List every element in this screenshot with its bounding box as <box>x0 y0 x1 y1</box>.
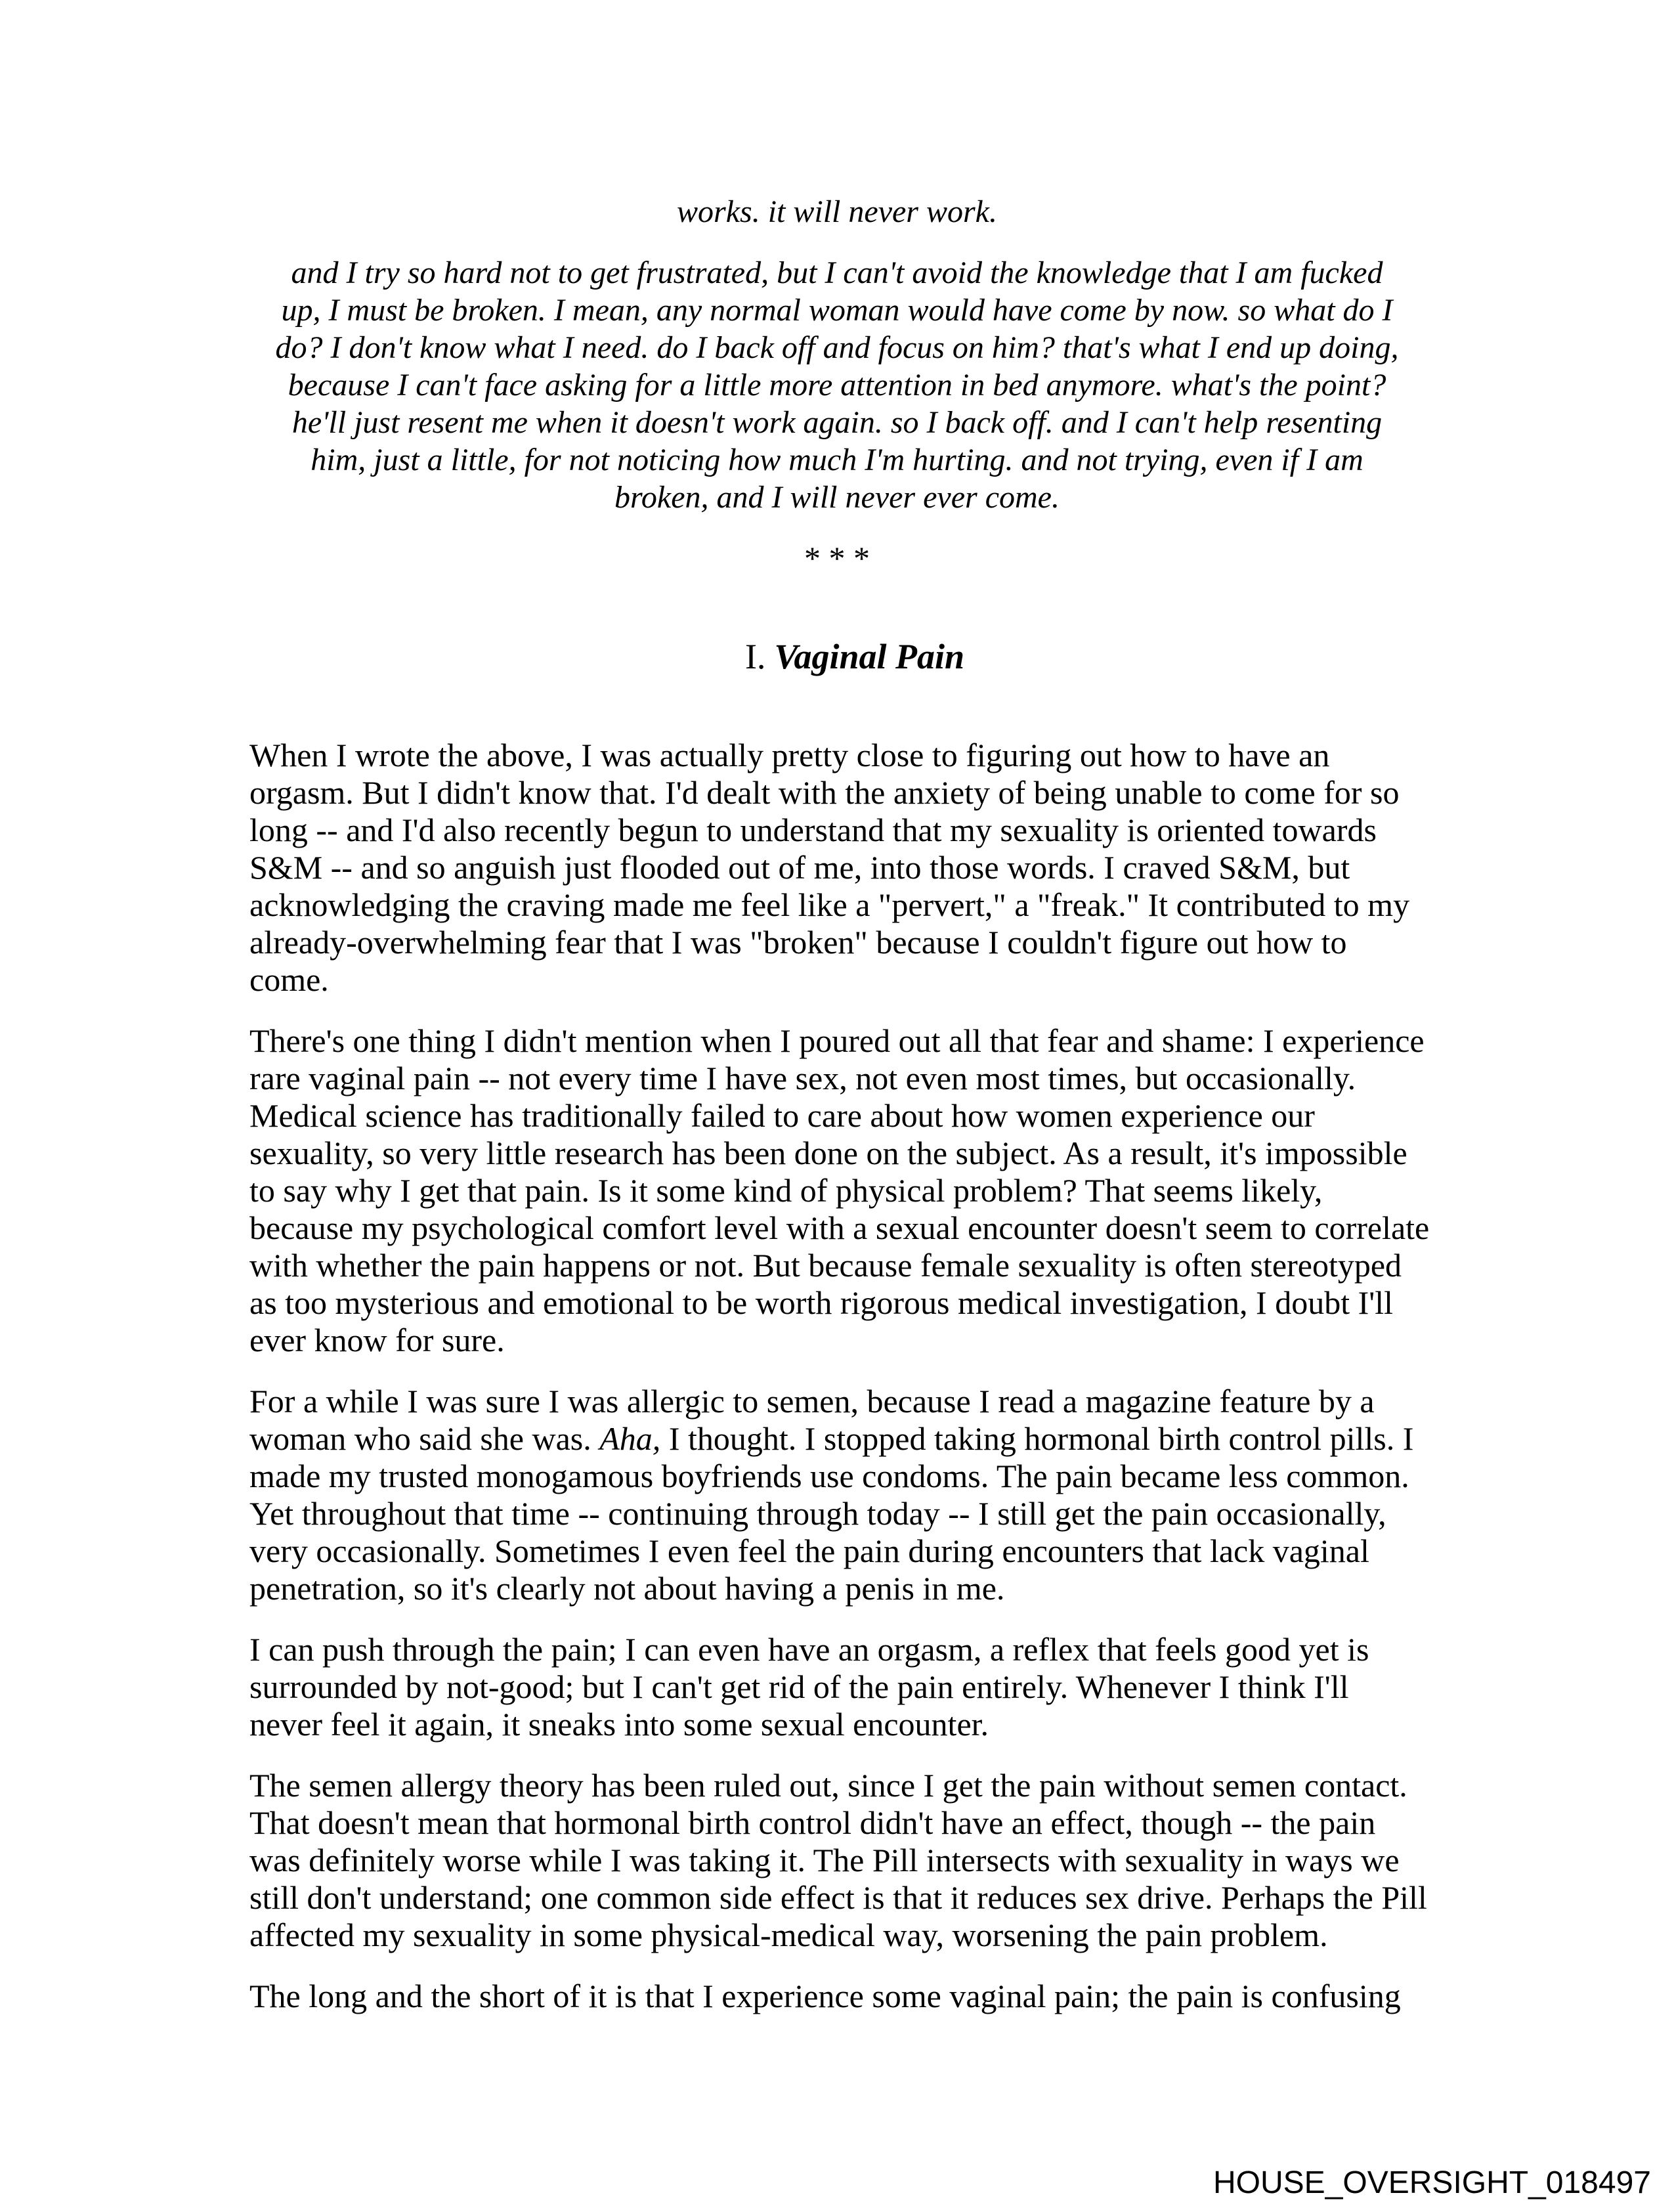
section-heading <box>249 601 1425 713</box>
paragraph <box>249 737 1425 999</box>
text-line <box>249 1917 1425 1954</box>
text-segment: him, just a little, for not noticing how much I'm hurting. and not trying, even if I am <box>311 443 1363 477</box>
text-line <box>249 774 1425 812</box>
text-line <box>249 812 1425 849</box>
body-paragraphs <box>249 737 1430 2015</box>
text-segment: acknowledging the craving made me feel like a "pervert," a "freak." It contributed to my <box>249 886 1410 923</box>
text-segment: sexuality, so very little research has been done on the subject. As a result, it's impossible <box>249 1135 1407 1171</box>
text-segment: because I can't face asking for a little more attention in bed anymore. what's the point? <box>288 368 1386 402</box>
bates-number: HOUSE_OVERSIGHT_018497 <box>1213 2165 1651 2200</box>
text-segment: I can push through the pain; I can even have an orgasm, a reflex that feels good yet is <box>249 1631 1369 1668</box>
text-segment: do? I don't know what I need. do I back off and focus on him? that's what I end up doing, <box>275 330 1399 365</box>
text-segment: That doesn't mean that hormonal birth control didn't have an effect, though -- the pain <box>249 1804 1376 1841</box>
text-line <box>249 292 1425 329</box>
text-line <box>249 1458 1425 1495</box>
text-line <box>249 886 1425 924</box>
text-line <box>249 1804 1425 1842</box>
text-segment: When I wrote the above, I was actually pretty close to figuring out how to have an <box>249 737 1330 773</box>
text-line <box>249 1322 1425 1359</box>
text-line <box>249 441 1425 479</box>
italic-text-segment: Aha, <box>599 1420 661 1457</box>
text-line <box>249 1022 1425 1060</box>
text-segment: Medical science has traditionally failed to care about how women experience our <box>249 1097 1315 1134</box>
text-line <box>249 1532 1425 1570</box>
text-line <box>249 961 1425 999</box>
text-segment: The semen allergy theory has been ruled out, since I get the pain without semen contact. <box>249 1767 1407 1804</box>
text-line <box>249 924 1425 961</box>
text-segment: and I try so hard not to get frustrated, but I can't avoid the knowledge that I am fucked <box>291 255 1383 290</box>
text-segment: made my trusted monogamous boyfriends use condoms. The pain became less common. <box>249 1458 1409 1494</box>
text-segment: S&M -- and so anguish just flooded out of me, into those words. I craved S&M, but <box>249 849 1350 886</box>
paragraph <box>249 1022 1430 1359</box>
text-line <box>249 1060 1425 1097</box>
paragraph <box>249 1383 1425 1607</box>
text-segment: long -- and I'd also recently begun to understand that my sexuality is oriented towards <box>249 812 1377 848</box>
document-page <box>249 193 1430 2039</box>
text-segment: There's one thing I didn't mention when I poured out all that fear and shame: I experience <box>249 1022 1425 1059</box>
text-line <box>249 479 1425 516</box>
text-segment: already-overwhelming fear that I was "broken" because I couldn't figure out how to <box>249 924 1347 961</box>
text-segment: up, I must be broken. I mean, any normal woman would have come by now. so what do I <box>281 293 1393 328</box>
text-segment: come. <box>249 961 329 998</box>
text-line <box>249 1420 1425 1458</box>
text-line <box>249 254 1425 292</box>
text-segment: still don't understand; one common side effect is that it reduces sex drive. Perhaps the Pill <box>249 1879 1427 1916</box>
text-line <box>249 366 1425 404</box>
text-segment: never feel it again, it sneaks into some sexual encounter. <box>249 1706 989 1743</box>
text-segment: he'll just resent me when it doesn't work again. so I back off. and I can't help resenting <box>291 405 1383 440</box>
text-segment: rare vaginal pain -- not every time I have sex, not even most times, but occasionally. <box>249 1060 1356 1096</box>
text-segment: woman who said she was. <box>249 1420 600 1457</box>
text-line <box>249 1247 1425 1284</box>
section-separator: * * * <box>804 540 870 576</box>
text-line <box>249 404 1425 441</box>
text-line <box>249 737 1425 774</box>
text-line <box>249 329 1425 366</box>
text-segment: because my psychological comfort level with a sexual encounter doesn't seem to correlate <box>249 1209 1430 1246</box>
text-line <box>249 849 1425 886</box>
section-title: Vaginal Pain <box>774 637 965 676</box>
text-segment: affected my sexuality in some physical-medical way, worsening the pain problem. <box>249 1917 1328 1953</box>
text-line <box>249 1767 1425 1804</box>
paragraph <box>249 1767 1425 1954</box>
text-line <box>249 1284 1425 1322</box>
text-segment: ever know for sure. <box>249 1322 505 1358</box>
text-segment: Yet throughout that time -- continuing through today -- I still get the pain occasionally, <box>249 1495 1386 1532</box>
text-line <box>249 1706 1425 1743</box>
text-line <box>249 1570 1425 1607</box>
text-line <box>249 1842 1425 1879</box>
paragraph <box>249 1631 1425 1743</box>
text-line <box>249 1978 1425 2015</box>
text-segment: orgasm. But I didn't know that. I'd dealt with the anxiety of being unable to come for so <box>249 774 1400 811</box>
text-line <box>249 1879 1425 1917</box>
section-numeral: I. <box>744 637 766 676</box>
paragraph <box>249 1978 1425 2015</box>
text-line <box>249 1172 1425 1209</box>
text-segment: was definitely worse while I was taking it. The Pill intersects with sexuality in ways we <box>249 1842 1400 1878</box>
text-line <box>249 1209 1430 1247</box>
text-segment: as too mysterious and emotional to be worth rigorous medical investigation, I doubt I'll <box>249 1284 1394 1321</box>
text-segment: broken, and I will never ever come. <box>614 480 1060 515</box>
text-segment: I thought. I stopped taking hormonal birth control pills. I <box>660 1420 1414 1457</box>
text-segment: penetration, so it's clearly not about having a penis in me. <box>249 1570 1005 1607</box>
epigraph-title-line: works. it will never work. <box>677 194 997 229</box>
intro-block <box>249 254 1425 516</box>
text-segment: The long and the short of it is that I experience some vaginal pain; the pain is confusing <box>249 1978 1401 2014</box>
text-segment: to say why I get that pain. Is it some kind of physical problem? That seems likely, <box>249 1172 1323 1209</box>
text-line <box>249 1495 1425 1532</box>
text-segment: with whether the pain happens or not. But because female sexuality is often stereotyped <box>249 1247 1402 1284</box>
text-line <box>249 1135 1425 1172</box>
text-segment: very occasionally. Sometimes I even feel the pain during encounters that lack vaginal <box>249 1532 1369 1569</box>
text-segment: surrounded by not-good; but I can't get rid of the pain entirely. Whenever I think I'll <box>249 1668 1349 1705</box>
text-line <box>249 1631 1425 1668</box>
text-line <box>249 1668 1425 1706</box>
text-line <box>249 1383 1425 1420</box>
text-line <box>249 1097 1425 1135</box>
text-segment: For a while I was sure I was allergic to semen, because I read a magazine feature by a <box>249 1383 1375 1420</box>
